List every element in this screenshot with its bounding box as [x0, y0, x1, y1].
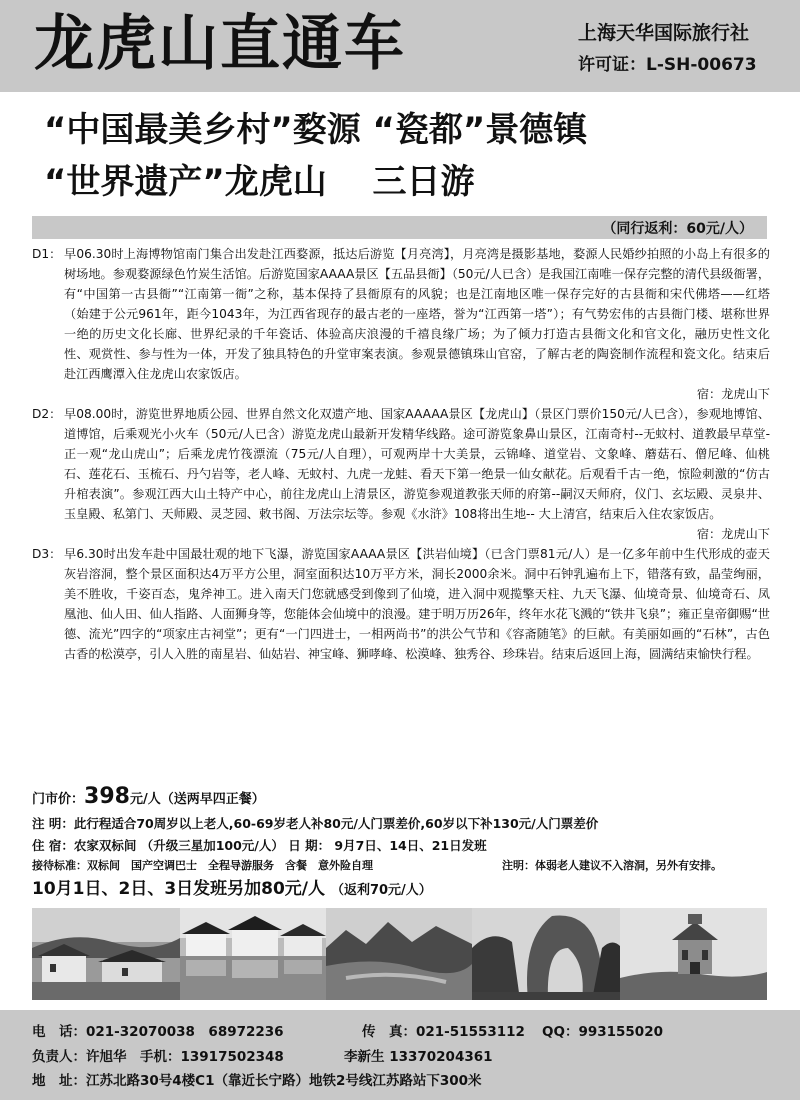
october-line	[32, 874, 772, 899]
itinerary-day	[32, 244, 770, 404]
stone-arch-photo	[472, 908, 620, 1000]
page-title: 龙虎山直通车	[34, 9, 406, 79]
october-text: 10月1日、2日、3日发班另加80元/人	[32, 879, 326, 899]
price-label: 门市价：	[32, 792, 85, 807]
day-label: D3：	[32, 547, 62, 561]
temple-photo	[620, 908, 767, 1000]
contact-qq: QQ：993155020	[542, 1024, 663, 1040]
day-description	[64, 244, 770, 404]
itinerary-day	[32, 404, 770, 544]
day-text: 早6.30时出发车赴中国最壮观的地下飞瀑，游览国家AAAA景区【洪岩仙境】（已含门票81元/人）是一亿多年前中生代形成的壶天灰岩溶洞，整个景区面积达4万平方公里，洞室面积达10万平方米，洞长2000余米。洞中石钟乳遍布上下，错落有致，晶莹绚丽，美不胜收，千姿百态，鬼斧神工。进入南天门您就感受到像到了仙境，进入洞中观揽擎天柱、九天飞瀑、仙境奇景、仙境奇石、凤凰池、仙人田、仙人指路、人面狮身等，您能体会仙境中的浪漫。建于明万历26年，终年水花飞溅的“铁井飞泉”；雍正皇帝御赐“世德、流光”四字的“项家庄古祠堂”；更有“一门四进士，一相两尚书”的洪公气节和《容斋随笔》的巨献。有美丽如画的“石林”，古色古香的松漠亭，引人入胜的南星岩、仙姑岩、神宝峰、狮哮峰、松漠峰、独秀谷、珍珠岩。结束后返回上海，圆满结束愉快行程。	[64, 547, 770, 661]
contact-manager: 负责人：许旭华 手机：13917502348	[32, 1049, 284, 1065]
day-stay: 宿：龙虎山下	[696, 527, 770, 541]
headline-line-1: “中国最美乡村”婺源 “瓷都”景德镇	[44, 110, 588, 150]
standard-line	[32, 857, 772, 873]
standard-text: 接待标准：双标间 国产空调巴士 全程导游服务 含餐 意外险自理	[32, 859, 373, 872]
contact-manager-2: 李新生 13370204361	[344, 1049, 493, 1065]
rebate-text: （同行返利：60元/人）	[602, 221, 753, 237]
day-text: 早08.00时，游览世界地质公园、世界自然文化双遗产地、国家AAAAA景区【龙虎山】（景区门票价150元/人已含），参观地博馆、道博馆，后乘观光小火车（50元/人已含）游览龙虎山最新开发精华线路。途可游览象鼻山景区，江南奇村--无蚊村、道教最早草堂-正一观“龙山虎山”；后乘龙虎竹筏漂流（75元/人自理），可观两岸十大美景，云锦峰、道堂岩、文象峰、蘑菇石、僧尼峰、仙桃石、莲花石、玉梳石、丹勺岩等，老人峰、无蚊村、九虎一龙蛙、看天下第一绝景一仙女献花。后观看千古一绝，惊险刺激的“仿古升棺表演”。参观江西大山土特产中心，前往龙虎山上清景区，游览参观道教张天师的府第--嗣汉天师府，仪门、玄坛殿、灵泉井、玉皇殿、私第门、天师殿、灵芝园、敕书阁、万法宗坛等。参观《水浒》108将出生地-- 大上清宫，结束后入住农家饭店。	[64, 407, 770, 521]
price-value: 398	[84, 784, 130, 809]
october-rebate: （返利70元/人）	[330, 883, 432, 898]
day-stay: 宿：龙虎山下	[696, 387, 770, 401]
mountain-river-photo	[326, 908, 472, 1000]
rebate-bar	[32, 216, 767, 239]
itinerary-day	[32, 544, 770, 664]
standard-note: 注明：体弱老人建议不入溶洞，另外有安排。	[502, 859, 722, 872]
day-label: D2：	[32, 407, 62, 421]
contact-address: 地 址：江苏北路30号4楼C1（靠近长宁路）地铁2号线江苏路站下300米	[32, 1073, 482, 1089]
contact-row-phone	[32, 1020, 663, 1040]
license-number: 许可证：L-SH-00673	[578, 55, 757, 75]
village-photo	[32, 908, 180, 1000]
agency-name: 上海天华国际旅行社	[578, 22, 750, 44]
header-banner	[0, 0, 800, 92]
photo-strip	[32, 908, 767, 1000]
note-line: 注 明：此行程适合70周岁以上老人,60-69岁老人补80元/人门票差价,60岁以下补130元/人门票差价	[32, 816, 599, 831]
contact-footer	[0, 1010, 800, 1100]
price-unit: 元/人（送两早四正餐）	[129, 792, 265, 807]
day-label: D1：	[32, 247, 62, 261]
contact-phone: 电 话：021-32070038 68972236	[32, 1024, 284, 1040]
contact-fax: 传 真：021-51553112	[362, 1024, 525, 1040]
day-description	[64, 544, 770, 664]
price-line	[32, 784, 772, 809]
stay-line: 住 宿：农家双标间 （升级三星加100元/人） 日 期： 9月7日、14日、21日发班	[32, 838, 487, 853]
contact-row-manager	[32, 1045, 493, 1065]
day-text: 早06.30时上海博物馆南门集合出发赴江西婺源，抵达后游览【月亮湾】，月亮湾是摄影基地，婺源人民婚纱拍照的小岛上有很多的树场地。参观婺源绿色竹炭生活馆。后游览国家AAAA景区【五品县衙】（50元/人已含）是我国江南唯一保存完整的清代县级衙署，有“中国第一古县衙”“江南第一衙”之称，基本保持了县衙原有的风貌；也是江南地区唯一保存完好的古县衙和宋代佛塔——红塔（始建于公元961年，距今1043年，为江西省现存的最古老的一座塔，誉为“江西第一塔”）；有气势宏伟的古县衙门楼、堪称世界一绝的历史文化长廊、世界纪录的千年瓷话、体验高庆浪漫的千禧良缘广场；为了倾力打造古县衙文化和官文化，融历史性文化性、观赏性、参与性为一体，开发了独具特色的升堂审案表演。参观景德镇珠山官窑，了解古老的陶瓷制作流程和瓷文化。结束后赴江西鹰潭入住龙虎山农家饭店。	[64, 247, 771, 381]
headline-line-2: “世界遗产”龙虎山 三日游	[44, 162, 475, 202]
itinerary	[32, 244, 770, 664]
day-description	[64, 404, 770, 544]
river-village-photo	[180, 908, 326, 1000]
